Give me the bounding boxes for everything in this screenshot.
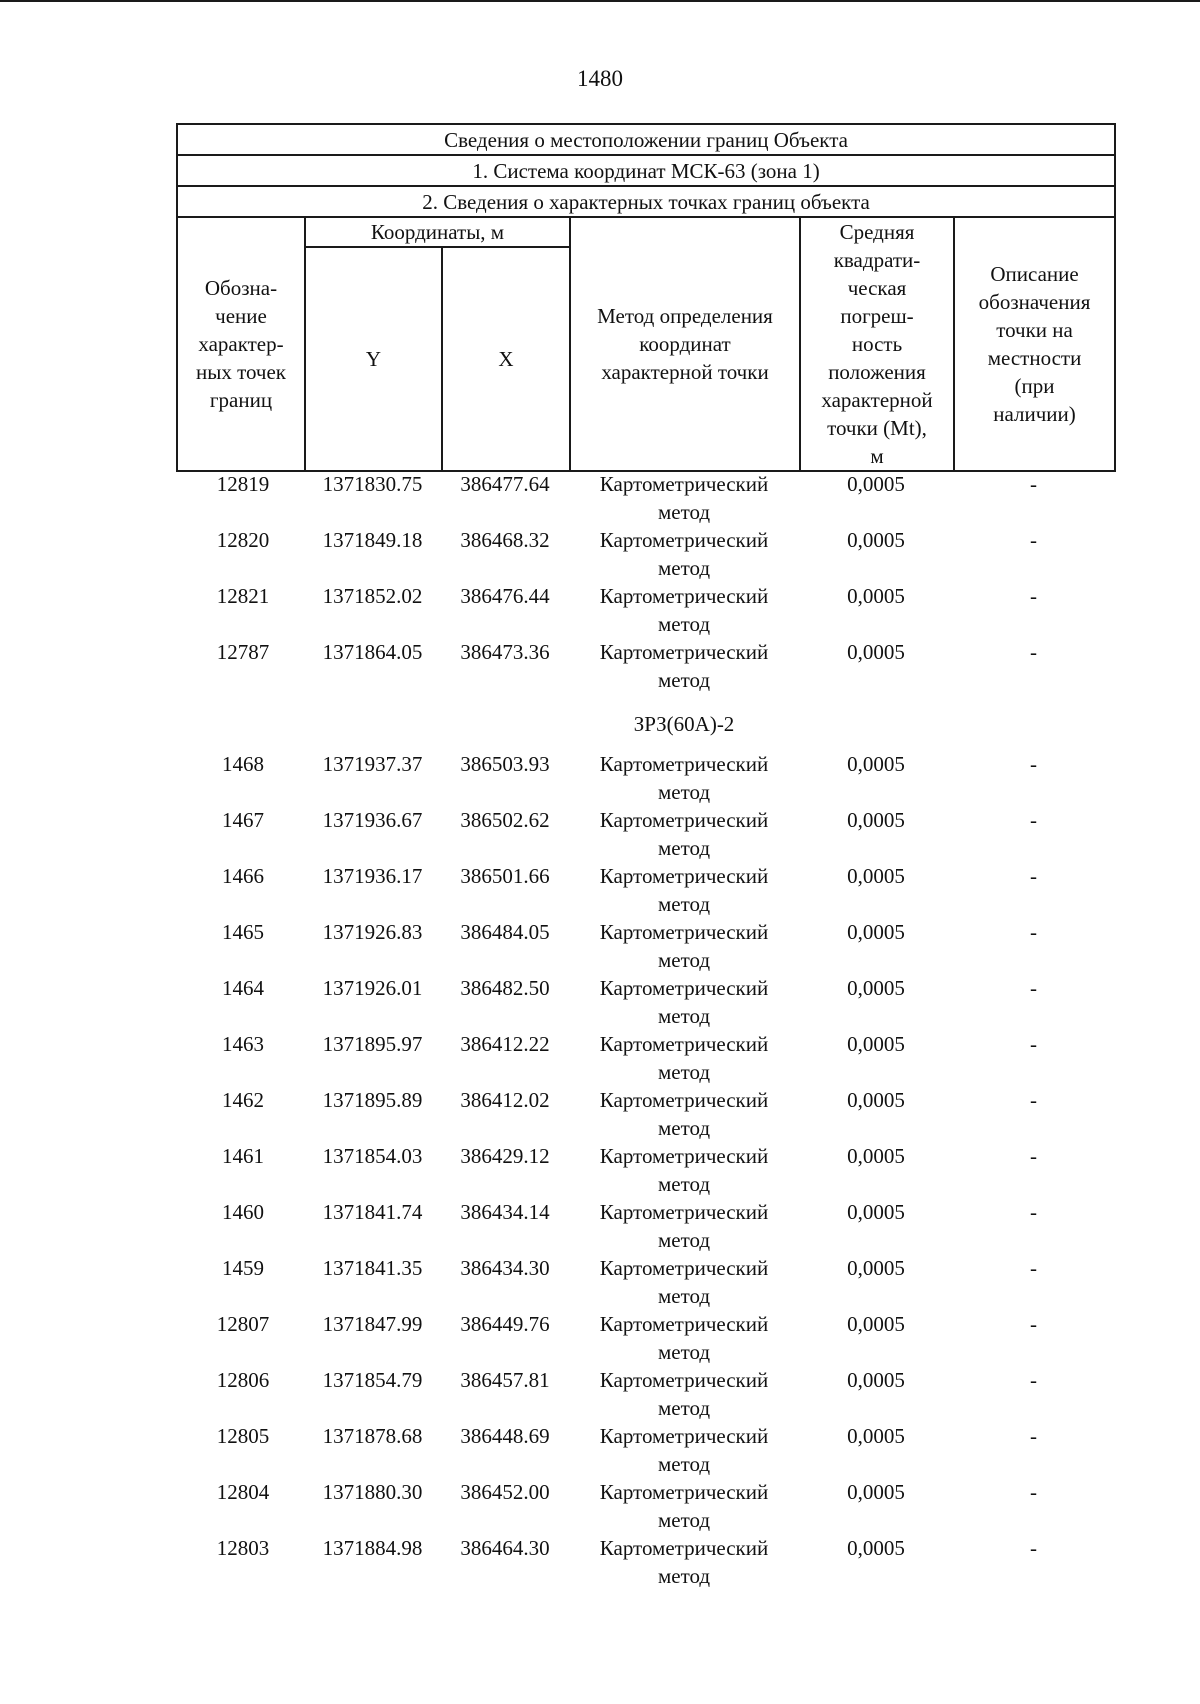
mt-value: 0,0005 bbox=[847, 1256, 905, 1280]
table-title: Сведения о местоположении границ Объекта bbox=[177, 124, 1115, 155]
col-coordinates: Координаты, м bbox=[305, 217, 570, 247]
coord-y: 1371937.37 bbox=[322, 752, 423, 776]
coord-y: 1371830.75 bbox=[322, 472, 423, 496]
point-id: 1468 bbox=[222, 752, 264, 776]
point-id: 1460 bbox=[222, 1200, 264, 1224]
method: Картометрический метод bbox=[599, 976, 769, 1028]
method: Картометрический метод bbox=[599, 752, 769, 804]
point-id: 12807 bbox=[216, 1312, 270, 1336]
description: - bbox=[1030, 808, 1037, 832]
coord-y: 1371936.17 bbox=[322, 864, 423, 888]
coord-y: 1371864.05 bbox=[322, 640, 423, 664]
description: - bbox=[1030, 1368, 1037, 1392]
mt-value: 0,0005 bbox=[847, 1536, 905, 1560]
coord-x: 386464.30 bbox=[460, 1536, 550, 1560]
point-id: 1465 bbox=[222, 920, 264, 944]
coord-x: 386476.44 bbox=[460, 584, 550, 608]
coord-y: 1371878.68 bbox=[322, 1424, 423, 1448]
table-row bbox=[176, 1478, 1114, 1534]
description: - bbox=[1030, 528, 1037, 552]
coord-x: 386502.62 bbox=[460, 808, 550, 832]
point-id: 12806 bbox=[216, 1368, 270, 1392]
method: Картометрический метод bbox=[599, 1032, 769, 1084]
point-id: 12805 bbox=[216, 1424, 270, 1448]
mt-value: 0,0005 bbox=[847, 808, 905, 832]
coord-x: 386484.05 bbox=[460, 920, 550, 944]
coord-x: 386468.32 bbox=[460, 528, 550, 552]
method: Картометрический метод bbox=[599, 1424, 769, 1476]
method: Картометрический метод bbox=[599, 864, 769, 916]
point-id: 1467 bbox=[222, 808, 264, 832]
coord-x: 386501.66 bbox=[460, 864, 550, 888]
method: Картометрический метод bbox=[599, 1256, 769, 1308]
table-row bbox=[176, 918, 1114, 974]
description: - bbox=[1030, 640, 1037, 664]
mt-value: 0,0005 bbox=[847, 528, 905, 552]
mt-value: 0,0005 bbox=[847, 1424, 905, 1448]
mt-value: 0,0005 bbox=[847, 864, 905, 888]
col-x: X bbox=[442, 247, 570, 471]
table-row bbox=[176, 638, 1114, 694]
mt-value: 0,0005 bbox=[847, 640, 905, 664]
method: Картометрический метод bbox=[599, 584, 769, 636]
table-row bbox=[176, 750, 1114, 806]
col-description: Описание обозначения точки на местности (при наличии) bbox=[954, 217, 1115, 471]
method: Картометрический метод bbox=[599, 1088, 769, 1140]
point-id: 1466 bbox=[222, 864, 264, 888]
mt-value: 0,0005 bbox=[847, 920, 905, 944]
description: - bbox=[1030, 1536, 1037, 1560]
method: Картометрический метод bbox=[599, 1368, 769, 1420]
coord-x: 386434.30 bbox=[460, 1256, 550, 1280]
group-row bbox=[176, 694, 1114, 750]
coord-y: 1371884.98 bbox=[322, 1536, 423, 1560]
point-id: 1462 bbox=[222, 1088, 264, 1112]
coord-y: 1371926.83 bbox=[322, 920, 423, 944]
coord-x: 386434.14 bbox=[460, 1200, 550, 1224]
coord-y: 1371841.74 bbox=[322, 1200, 423, 1224]
coord-x: 386412.02 bbox=[460, 1088, 550, 1112]
description: - bbox=[1030, 920, 1037, 944]
coord-y: 1371852.02 bbox=[322, 584, 423, 608]
method: Картометрический метод bbox=[599, 1312, 769, 1364]
description: - bbox=[1030, 584, 1037, 608]
mt-value: 0,0005 bbox=[847, 1088, 905, 1112]
points-table bbox=[176, 470, 1114, 1590]
points-section-title: 2. Сведения о характерных точках границ объекта bbox=[177, 186, 1115, 217]
table-row bbox=[176, 806, 1114, 862]
description: - bbox=[1030, 752, 1037, 776]
description: - bbox=[1030, 1032, 1037, 1056]
point-id: 12820 bbox=[216, 528, 270, 552]
group-label: ЗРЗ(60А)-2 bbox=[633, 712, 735, 736]
mt-value: 0,0005 bbox=[847, 1200, 905, 1224]
method: Картометрический метод bbox=[599, 472, 769, 524]
method: Картометрический метод bbox=[599, 920, 769, 972]
description: - bbox=[1030, 976, 1037, 1000]
coord-x: 386482.50 bbox=[460, 976, 550, 1000]
description: - bbox=[1030, 1200, 1037, 1224]
table-row bbox=[176, 526, 1114, 582]
point-id: 1459 bbox=[222, 1256, 264, 1280]
col-method: Метод определения координат характерной точки bbox=[570, 217, 800, 471]
point-id: 12787 bbox=[216, 640, 270, 664]
table-row bbox=[176, 1254, 1114, 1310]
mt-value: 0,0005 bbox=[847, 1144, 905, 1168]
col-y: Y bbox=[305, 247, 442, 471]
description: - bbox=[1030, 1256, 1037, 1280]
mt-value: 0,0005 bbox=[847, 1032, 905, 1056]
col-designation: Обозна- чение характер- ных точек границ bbox=[177, 217, 305, 471]
method: Картометрический метод bbox=[599, 808, 769, 860]
header-table bbox=[176, 123, 1116, 472]
coord-x: 386503.93 bbox=[460, 752, 550, 776]
coord-x: 386457.81 bbox=[460, 1368, 550, 1392]
coord-y: 1371854.79 bbox=[322, 1368, 423, 1392]
method: Картометрический метод bbox=[599, 1480, 769, 1532]
description: - bbox=[1030, 1088, 1037, 1112]
mt-value: 0,0005 bbox=[847, 472, 905, 496]
table-row bbox=[176, 862, 1114, 918]
mt-value: 0,0005 bbox=[847, 752, 905, 776]
table-row bbox=[176, 1534, 1114, 1590]
point-id: 12819 bbox=[216, 472, 270, 496]
point-id: 1463 bbox=[222, 1032, 264, 1056]
col-mt: Средняя квадрати- ческая погреш- ность положения характерной точки (Mt), м bbox=[800, 217, 954, 471]
table-row bbox=[176, 1366, 1114, 1422]
point-id: 12804 bbox=[216, 1480, 270, 1504]
coord-y: 1371936.67 bbox=[322, 808, 423, 832]
coord-y: 1371926.01 bbox=[322, 976, 423, 1000]
mt-value: 0,0005 bbox=[847, 976, 905, 1000]
coord-x: 386412.22 bbox=[460, 1032, 550, 1056]
method: Картометрический метод bbox=[599, 1536, 769, 1588]
coord-y: 1371847.99 bbox=[322, 1312, 423, 1336]
method: Картометрический метод bbox=[599, 528, 769, 580]
point-id: 1464 bbox=[222, 976, 264, 1000]
description: - bbox=[1030, 1424, 1037, 1448]
coord-x: 386429.12 bbox=[460, 1144, 550, 1168]
mt-value: 0,0005 bbox=[847, 1312, 905, 1336]
coord-x: 386449.76 bbox=[460, 1312, 550, 1336]
point-id: 12821 bbox=[216, 584, 270, 608]
table-row bbox=[176, 470, 1114, 526]
point-id: 12803 bbox=[216, 1536, 270, 1560]
table-row bbox=[176, 1030, 1114, 1086]
coord-y: 1371849.18 bbox=[322, 528, 423, 552]
table-row bbox=[176, 1310, 1114, 1366]
point-id: 1461 bbox=[222, 1144, 264, 1168]
table-row bbox=[176, 1086, 1114, 1142]
top-scan-edge bbox=[0, 0, 1200, 2]
table-row bbox=[176, 582, 1114, 638]
coord-x: 386452.00 bbox=[460, 1480, 550, 1504]
coord-x: 386448.69 bbox=[460, 1424, 550, 1448]
page-number: 1480 bbox=[577, 66, 623, 91]
coord-y: 1371895.97 bbox=[322, 1032, 423, 1056]
table-row bbox=[176, 1198, 1114, 1254]
mt-value: 0,0005 bbox=[847, 584, 905, 608]
method: Картометрический метод bbox=[599, 640, 769, 692]
method: Картометрический метод bbox=[599, 1200, 769, 1252]
coord-y: 1371854.03 bbox=[322, 1144, 423, 1168]
coordinate-system: 1. Система координат МСК-63 (зона 1) bbox=[177, 155, 1115, 186]
description: - bbox=[1030, 1480, 1037, 1504]
mt-value: 0,0005 bbox=[847, 1368, 905, 1392]
table-row bbox=[176, 974, 1114, 1030]
description: - bbox=[1030, 1144, 1037, 1168]
coord-x: 386473.36 bbox=[460, 640, 550, 664]
mt-value: 0,0005 bbox=[847, 1480, 905, 1504]
table-row bbox=[176, 1142, 1114, 1198]
table-row bbox=[176, 1422, 1114, 1478]
coord-y: 1371880.30 bbox=[322, 1480, 423, 1504]
coord-y: 1371895.89 bbox=[322, 1088, 423, 1112]
coord-y: 1371841.35 bbox=[322, 1256, 423, 1280]
method: Картометрический метод bbox=[599, 1144, 769, 1196]
coord-x: 386477.64 bbox=[460, 472, 550, 496]
description: - bbox=[1030, 864, 1037, 888]
description: - bbox=[1030, 472, 1037, 496]
description: - bbox=[1030, 1312, 1037, 1336]
